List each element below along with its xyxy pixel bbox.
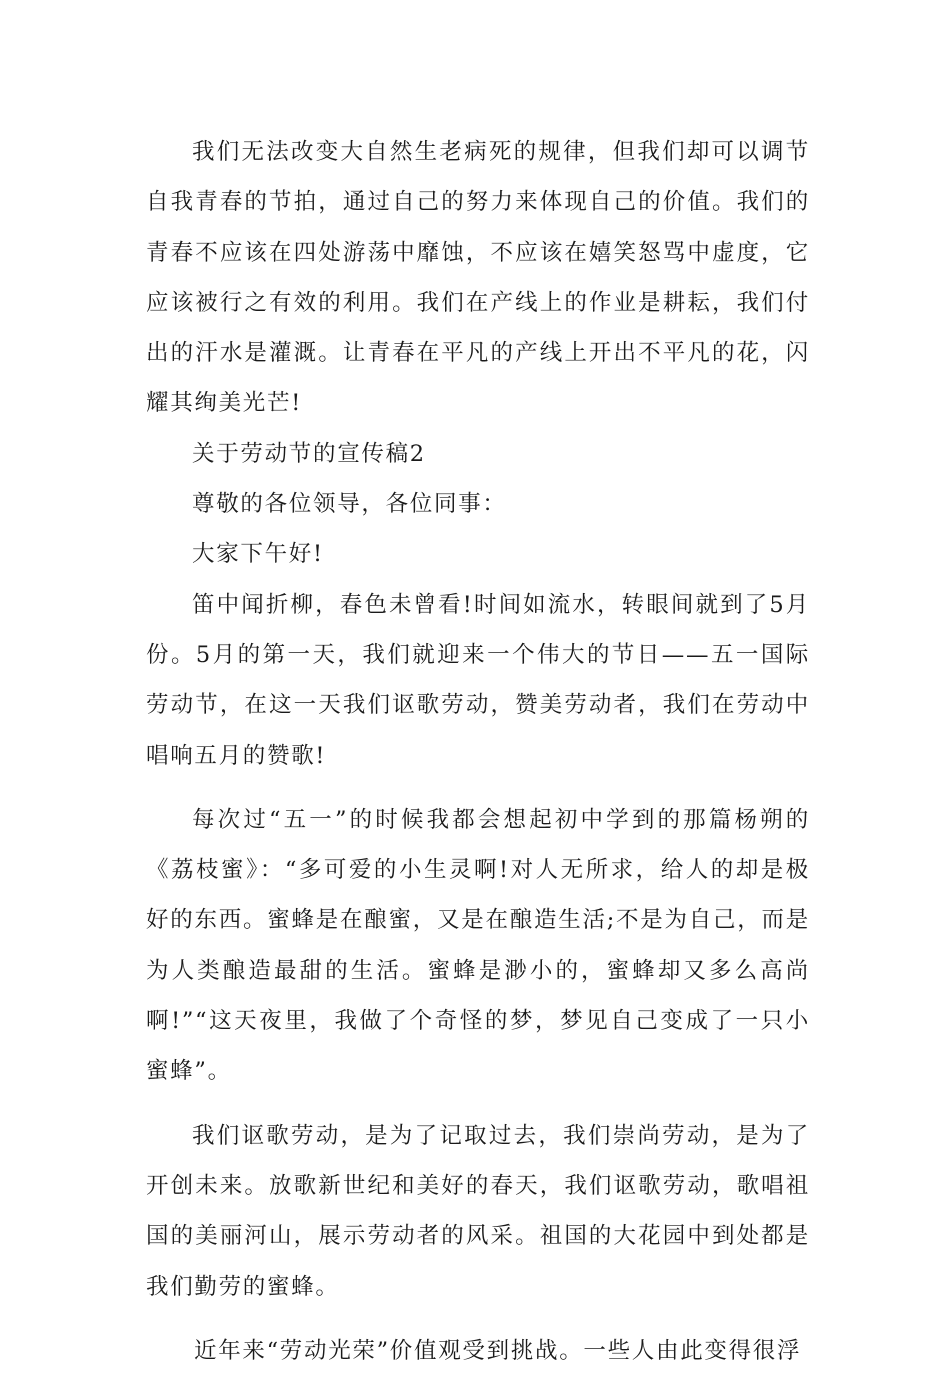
paragraph-labor-glory: 近年来“劳动光荣”价值观受到挑战。一些人由此变得很浮 [194,1337,802,1364]
paragraph-praise-labor: 我们讴歌劳动，是为了记取过去，我们崇尚劳动，是为了开创未来。放歌新世纪和美好的春天，我们讴歌劳动，歌唱祖国的美丽河山，展示劳动者的风采。祖国的大花园中到处都是我们勤劳的蜜蜂。 [146,1122,810,1300]
greeting: 大家下午好! [192,541,324,568]
section-title: 关于劳动节的宣传稿2 [192,440,426,467]
document-body [146,127,810,1376]
paragraph-lichee-honey: 每次过“五一”的时候我都会想起初中学到的那篇杨朔的《荔枝蜜》：“多可爱的小生灵啊!对人无所求，给人的却是极好的东西。蜜蜂是在酿蜜，又是在酿造生活;不是为自己，而是为人类酿造最甜的生活。蜜蜂是渺小的，蜜蜂却又多么高尚啊!”“这天夜里，我做了个奇怪的梦，梦见自己变成了一只小蜜蜂”。 [146,806,810,1085]
salutation: 尊敬的各位领导，各位同事： [192,491,507,518]
paragraph-may-day: 笛中闻折柳，春色未曾看!时间如流水，转眼间就到了5月份。5月的第一天，我们就迎来一个伟大的节日——五一国际劳动节，在这一天我们讴歌劳动，赞美劳动者，我们在劳动中唱响五月的赞歌! [146,591,810,769]
paragraph-youth-value: 我们无法改变大自然生老病死的规律，但我们却可以调节自我青春的节拍，通过自己的努力来体现自己的价值。我们的青春不应该在四处游荡中靡蚀，不应该在嬉笑怒骂中虚度，它应该被行之有效的利用。我们在产线上的作业是耕耘，我们付出的汗水是灌溉。让青春在平凡的产线上开出不平凡的花，闪耀其绚美光芒! [146,139,810,417]
